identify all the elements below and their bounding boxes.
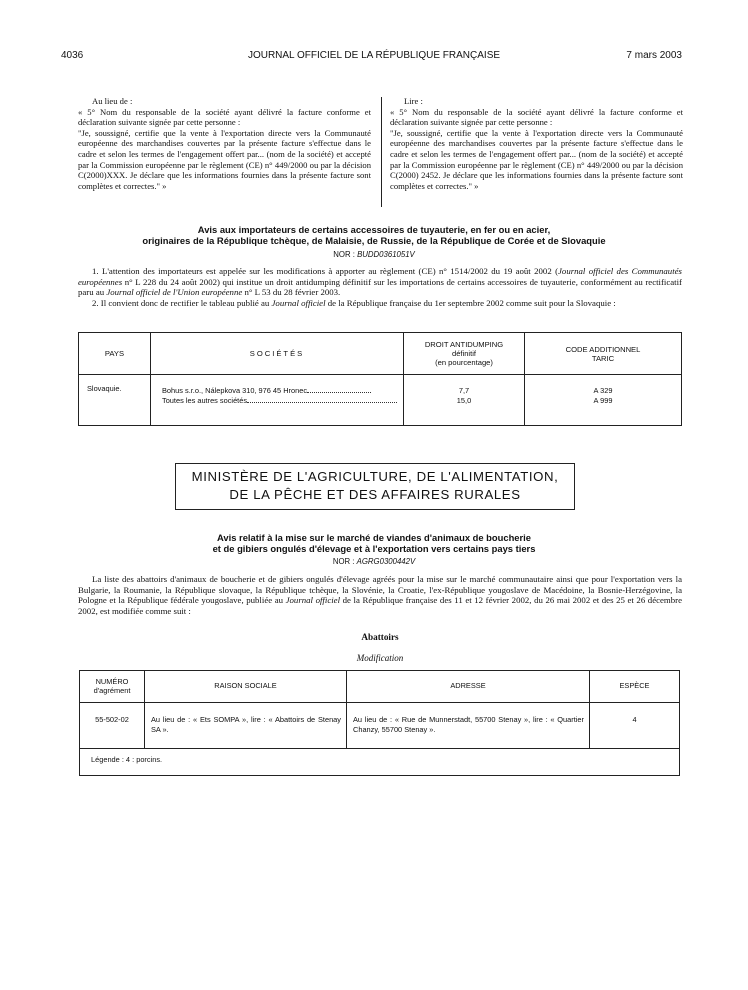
cell-code <box>525 375 682 426</box>
notice2-nor-code: AGRG0300442V <box>356 557 416 566</box>
notice2-nor <box>60 557 688 566</box>
col-code-l1: CODE ADDITIONNEL <box>565 344 641 354</box>
notice1-para2-ref: Journal officiel <box>271 297 326 308</box>
notice1-para1-ref1: Journal officiel des Communautés européennes <box>78 266 682 287</box>
notice2-nor-label: NOR : <box>332 557 355 566</box>
col-raison: RAISON SOCIALE <box>145 671 347 703</box>
notice1-para1-ref2: Journal officiel de l'Union européenne <box>106 287 243 298</box>
notice1-body <box>78 266 682 308</box>
notice1-para2-b: de la République française du 1er septembre 2002 comme suit pour la Slovaquie : <box>325 297 616 308</box>
intro-right-p1: « 5° Nom du responsable de la société ayant délivré la facture conforme et déclaration suivante signée par cette personne : <box>390 106 683 128</box>
page-number: 4036 <box>61 50 84 61</box>
intro-left-lead: Au lieu de : <box>92 96 133 106</box>
table-row <box>79 375 682 426</box>
cell-societes <box>151 375 404 426</box>
notice1-para1 <box>78 266 682 298</box>
notice2-para-b: de la République française des 11 et 12 février 2002, du 26 mai 2002 et des 25 et 26 décembre 2002, est modifiée comme suit : <box>78 595 682 616</box>
ministry-line2: DE LA PÊCHE ET DES AFFAIRES RURALES <box>229 487 521 502</box>
company-1 <box>162 386 403 396</box>
intro-right-p2: "Je, soussigné, certifie que la vente à l'exportation directe vers la Communauté européenne des marchandises couvertes par la présente facture s'effectue dans le cadre et selon les termes de l'engagement offert par... (nom de la société) et accepté par la Commission européenne par le règlement (CE) n° 449/2000 ou par la décision C(2000) 2452. Je déclare que les informations fournies dans la présente facture sont complètes et correctes." » <box>390 127 683 191</box>
antidumping-table-header <box>79 333 682 375</box>
notice1-nor <box>60 250 688 259</box>
notice1-title-line1: Avis aux importateurs de certains accessoires de tuyauterie, en fer ou en acier, <box>197 224 551 235</box>
notice1-para2-a: 2. Il convient donc de rectifier le tableau publié au <box>92 297 272 308</box>
code-1: A 329 <box>593 386 613 395</box>
notice1-para2 <box>78 298 682 309</box>
company-2-name: Toutes les autres sociétés <box>162 395 248 405</box>
notice1-para1-c: n° L 53 du 28 février 2003. <box>242 287 341 298</box>
notice1-para1-a: 1. L'attention des importateurs est appelée sur les modifications à apporter au règlement (CE) n° 1514/2002 du 19 août 2002 ( <box>92 266 559 276</box>
col-droit-l2: définitif <box>451 349 477 358</box>
col-adresse: ADRESSE <box>347 671 590 703</box>
cell-pays: Slovaquie. <box>79 375 151 426</box>
col-numero-l2: d'agrément <box>93 685 131 695</box>
col-droit-l3: (en pourcentage) <box>435 358 493 367</box>
notice2-title-line2: et de gibiers ongulés d'élevage et à l'exportation vers certains pays tiers <box>212 543 536 554</box>
droit-2: 15,0 <box>456 395 472 405</box>
cell-raison: Au lieu de : « Ets SOMPA », lire : « Abattoirs de Stenay SA ». <box>145 703 347 749</box>
leader-dots <box>307 392 371 393</box>
col-droit-l1: DROIT ANTIDUMPING <box>424 340 504 349</box>
leader-dots <box>247 402 397 403</box>
droit-1: 7,7 <box>458 386 470 395</box>
journal-title: JOURNAL OFFICIEL DE LA RÉPUBLIQUE FRANÇAISE <box>247 50 501 61</box>
notice1-title <box>60 224 688 246</box>
antidumping-table <box>78 332 682 426</box>
company-2 <box>162 396 403 406</box>
notice2-para-ref: Journal officiel <box>285 595 341 606</box>
intro-left-column <box>78 96 371 191</box>
cell-espece: 4 <box>590 703 680 749</box>
notice1-nor-label: NOR : <box>333 250 355 259</box>
col-numero-l1: NUMÉRO <box>95 677 129 686</box>
cell-adresse: Au lieu de : « Rue de Munnerstadt, 55700 Stenay », lire : « Quartier Chanzy, 55700 Stenay ». <box>347 703 590 749</box>
legend-row <box>80 749 680 776</box>
company-1-name: Bohus s.r.o., Nálepkova 310, 976 45 Hronec <box>162 386 308 395</box>
col-societes: SOCIÉTÉS <box>151 333 404 375</box>
intro-left-p1: « 5° Nom du responsable de la société ayant délivré la facture conforme et déclaration suivante signée par cette personne : <box>78 106 371 128</box>
notice2-para-a: La liste des abattoirs d'animaux de boucherie et de gibiers ongulés d'élevage agréés pour la mise sur le marché communautaire ainsi que pour l'exportation vers la Bulgarie, la Roumanie, la République slovaque, la République tchèque, la Slovénie, la Croatie, l'ex-République yougoslave de Macédoine, la Bosnie-Herzégovine, la Pologne et la République fédérale yougoslave, publiée au <box>78 574 682 606</box>
code-2: A 999 <box>593 395 613 405</box>
cell-droit <box>404 375 525 426</box>
notice2-para <box>78 574 682 616</box>
table-row <box>80 703 680 749</box>
intro-right-column <box>390 96 683 191</box>
notice1-para1-b: n° L 228 du 24 août 2002) qui institue un droit antidumping définitif sur les importations de certains accessoires de tuyauterie, conformément au rectificatif paru au <box>78 276 682 298</box>
col-code <box>525 333 682 375</box>
col-numero <box>80 671 145 703</box>
abattoirs-table <box>79 670 680 776</box>
table-legend: Légende : 4 : porcins. <box>80 749 680 776</box>
issue-date: 7 mars 2003 <box>626 50 682 61</box>
notice1-nor-code: BUDD0361051V <box>357 250 415 259</box>
notice1-title-line2: originaires de la République tchèque, de Malaisie, de Russie, de la République de Corée et de Slovaquie <box>142 235 606 246</box>
notice2-title-line1: Avis relatif à la mise sur le marché de viandes d'animaux de boucherie <box>217 532 531 543</box>
ministry-heading-box <box>175 463 575 510</box>
ministry-line1: MINISTÈRE DE L'AGRICULTURE, DE L'ALIMENTATION, <box>191 469 559 484</box>
column-divider <box>381 97 382 207</box>
section-subtitle: Modification <box>356 653 404 663</box>
intro-left-p2: "Je, soussigné, certifie que la vente à l'exportation directe vers la Communauté européenne des marchandises couvertes par la présente facture s'effectue dans le cadre et selon les termes de l'engagement offert par... (nom de la société) et accepté par la Commission européenne par le règlement (CE) n° 449/2000 ou par la décision C(2000)XXX. Je déclare que les informations fournies dans la présente facture sont complètes et correctes." » <box>78 127 371 191</box>
col-code-l2: TARIC <box>591 353 615 363</box>
intro-right-lead: Lire : <box>404 96 423 106</box>
col-droit <box>404 333 525 375</box>
col-espece: ESPÈCE <box>590 671 680 703</box>
notice2-title <box>60 532 688 554</box>
cell-numero: 55-502-02 <box>80 703 145 749</box>
section-title: Abattoirs <box>361 632 399 642</box>
notice2-body <box>78 574 682 616</box>
abattoirs-table-header <box>80 671 680 703</box>
col-pays: PAYS <box>79 333 151 375</box>
